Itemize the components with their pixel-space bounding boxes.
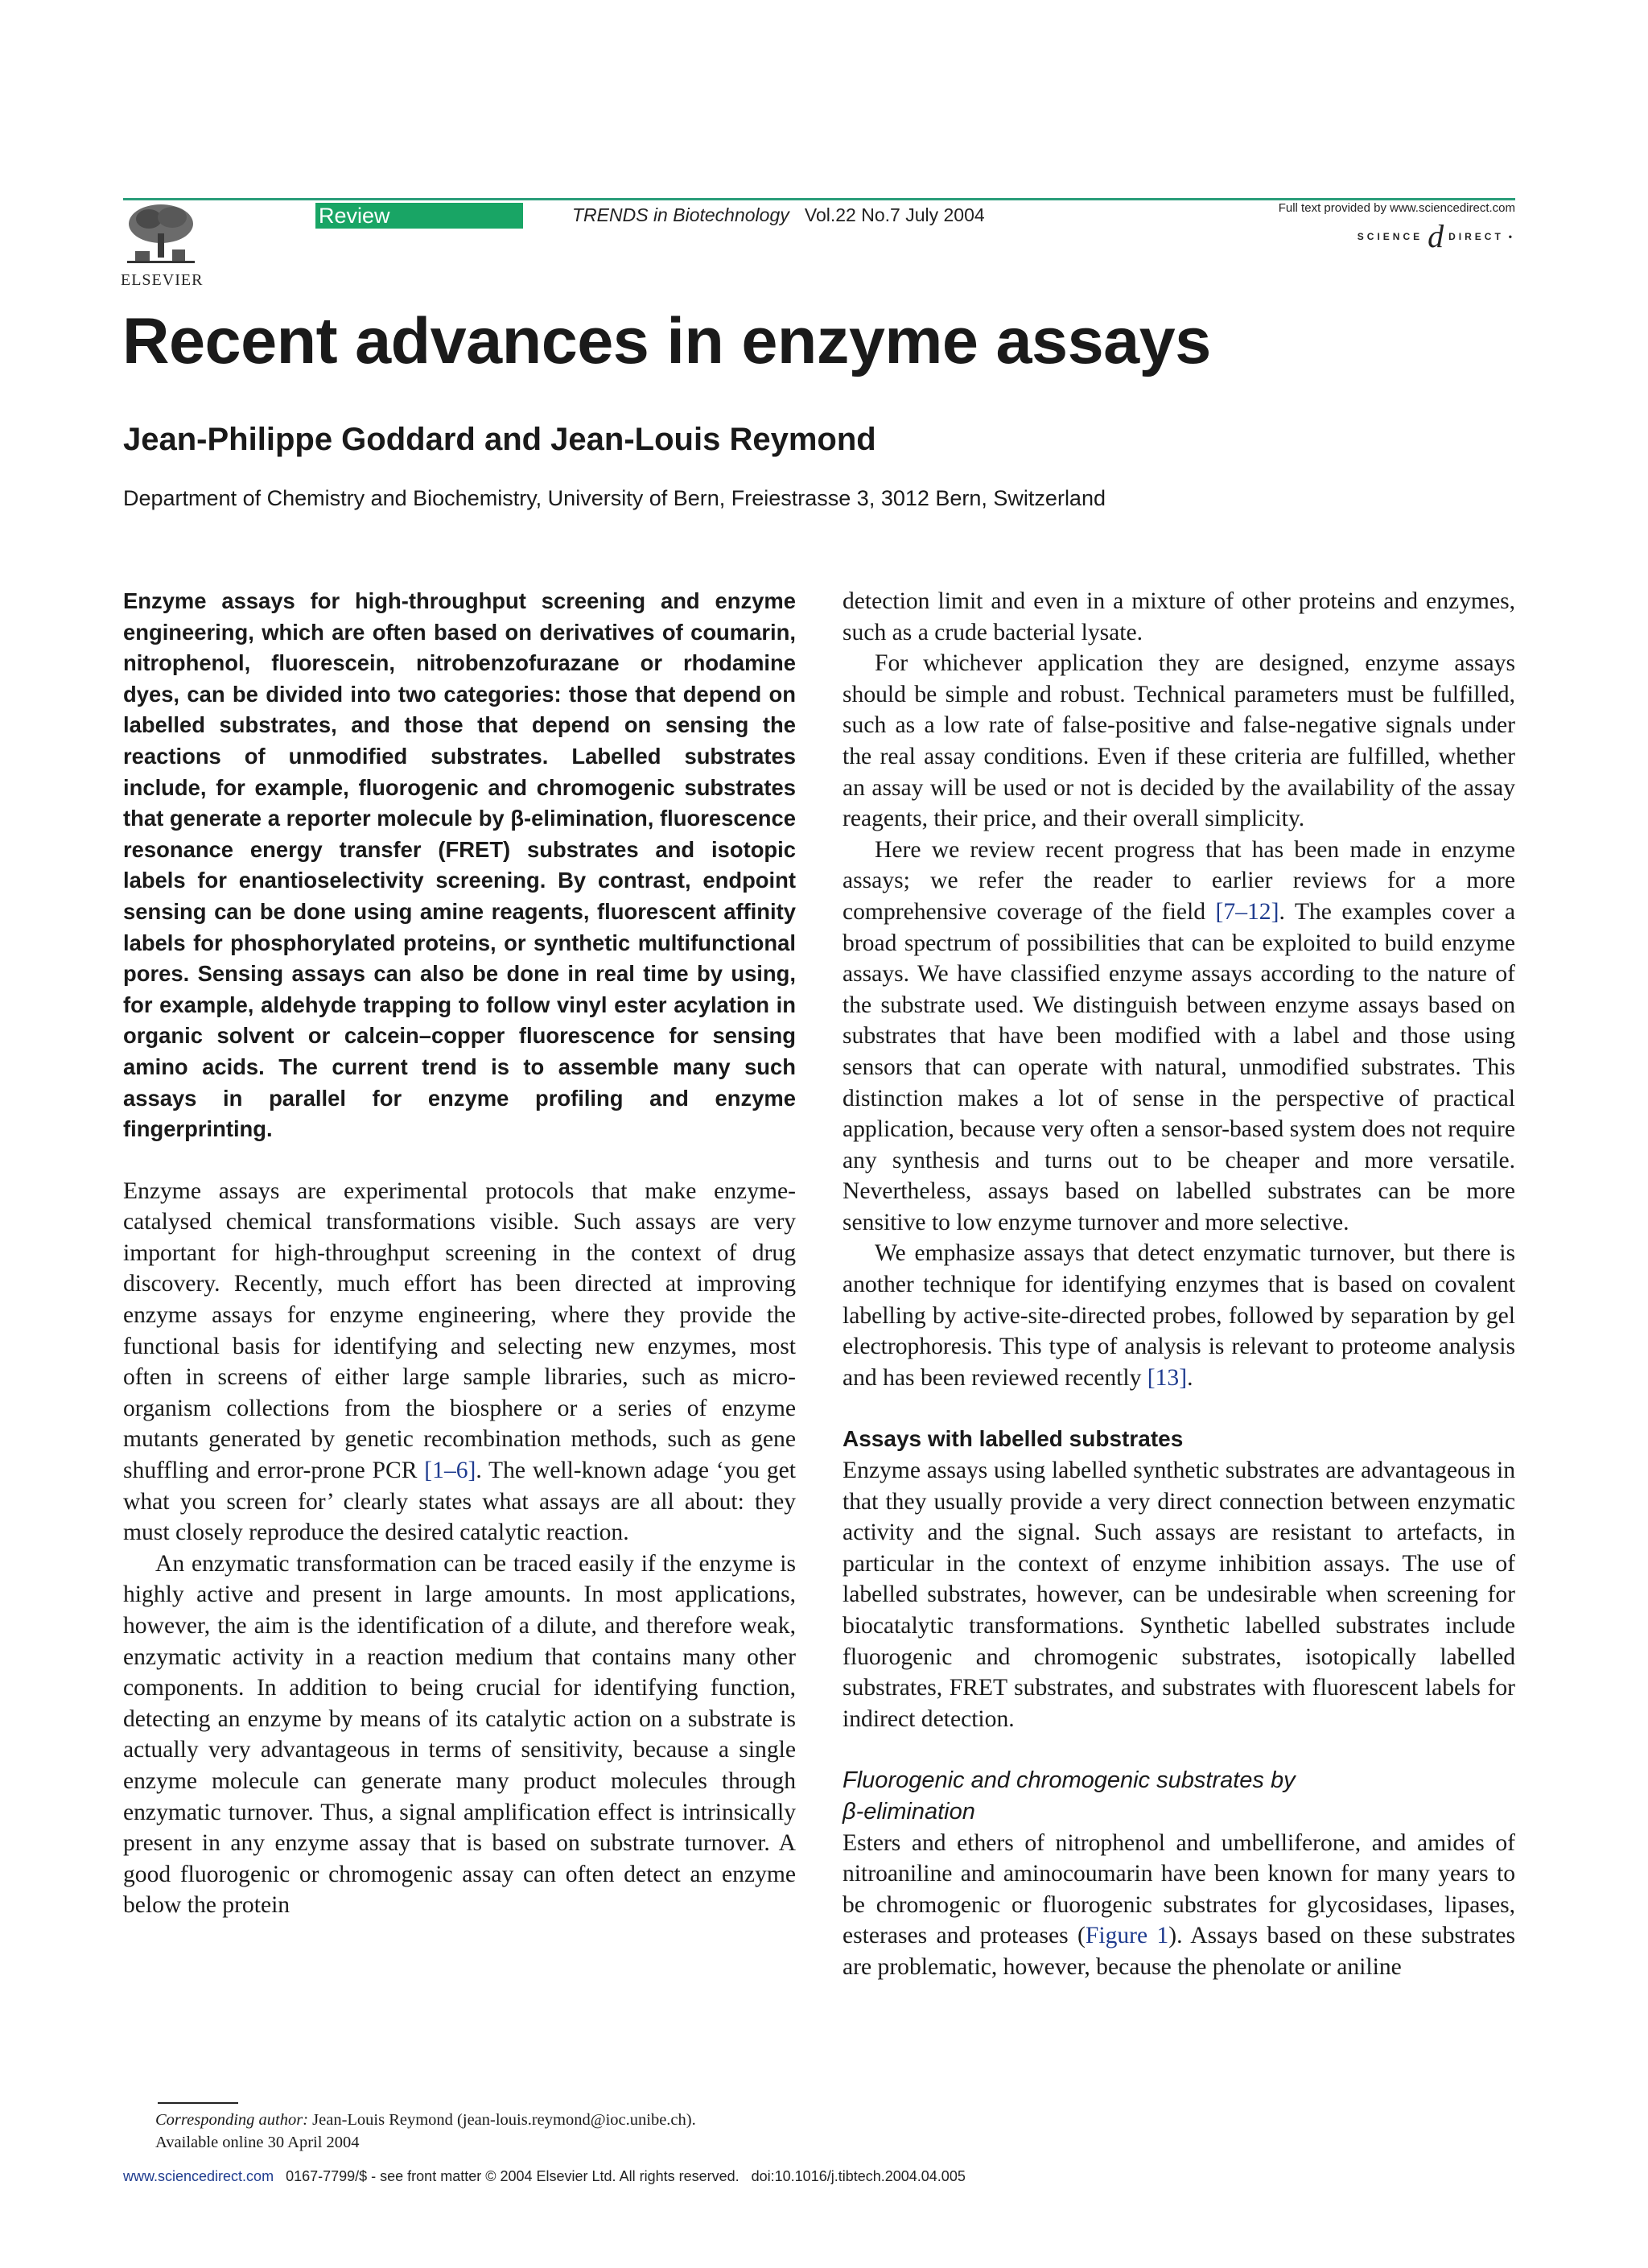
right-p3-text-a: Here we review recent progress that has been made in enzyme assays; we refer the reader to earlier reviews for a more comprehensive coverage of the field: [843, 836, 1515, 925]
right-paragraph-5: Enzyme assays using labelled synthetic substrates are advantageous in that they usually provide a very direct connection between enzymatic activity and the signal. Such assays are resistant to artefacts, in particular in the context of enzyme inhibition assays. The use of labelled substrates, however, can be undesirable when screening for biocatalytic transformations. Synthetic labelled substrates include fluorogenic and chromogenic substrates, isotopically labelled substrates, FRET substrates, and substrates with fluorescent labels for indirect detection.: [843, 1458, 1515, 1732]
abstract: Enzyme assays for high-throughput screening and enzyme engineering, which are often based on derivatives of coumarin, nitrophenol, fluorescein, nitrobenzofurazane or rhodamine dyes, can be divided into two categories: those that depend on labelled substrates, and those that depend on sensing the reactions of unmodified substrates. Labelled substrates include, for example, fluorogenic and chromogenic substrates that generate a reporter molecule by β-elimination, fluorescence resonance energy transfer (FRET) substrates and isotopic labels for enantioselectivity screening. By contrast, endpoint sensing can be done using amine reagents, fluorescent affinity labels for phosphorylated proteins, or synthetic multifunctional pores. Sensing assays can also be done in real time by using, for example, aldehyde trapping to follow vinyl ester acylation in organic solvent or calcein–copper fluorescence for sensing amino acids. The current trend is to assemble many such assays in parallel for enzyme profiling and enzyme fingerprinting.: [123, 588, 796, 1142]
right-paragraph-4: [843, 1238, 1515, 1393]
left-column: [123, 586, 796, 1921]
sd-left-word: SCIENCE: [1357, 231, 1423, 242]
right-paragraph-6: [843, 1828, 1515, 1983]
article-authors: Jean-Philippe Goddard and Jean-Louis Reymond: [123, 422, 876, 457]
corresponding-author-line: [155, 2109, 799, 2131]
bottom-line: [123, 2168, 966, 2185]
sd-mark-icon: d: [1428, 218, 1444, 254]
article-title: Recent advances in enzyme assays: [122, 305, 1211, 377]
elsevier-logo: [121, 201, 204, 290]
right-p4-text-b: .: [1187, 1364, 1193, 1391]
right-p4-text-a: We emphasize assays that detect enzymatic turnover, but there is another technique for identifying enzymes that is based on covalent labelling by active-site-directed probes, followed by separation by gel electrophoresis. This type of analysis is relevant to proteome analysis and has been reviewed recently: [843, 1240, 1515, 1391]
footnote-rule: [158, 2102, 238, 2104]
right-column: [843, 586, 1515, 1983]
right-paragraph-3: [843, 835, 1515, 1239]
sciencedirect-logo: [1357, 218, 1515, 254]
right-p3-text-b: . The examples cover a broad spectrum of possibilities that can be exploited to build enzyme assays. We have classified enzyme assays according to the nature of the substrate used. We distinguish between enzyme assays based on substrates that have been modified with a label and those using sensors that can operate with natural, unmodified substrates. This distinction makes a lot of sense in the perspective of practical application, because very often a sensor-based system does not require any synthesis and turns out to be cheaper and more versatile. Nevertheless, assays based on labelled substrates can be more sensitive to low enzyme turnover and more selective.: [843, 898, 1516, 1235]
corresponding-author-label: Corresponding author:: [155, 2111, 309, 2129]
sd-dot: •: [1508, 231, 1515, 242]
article-affiliation: Department of Chemistry and Biochemistry, University of Bern, Freiestrasse 3, 3012 Bern, Switzerland: [123, 486, 1106, 510]
subsection-heading-line-2: β-elimination: [843, 1798, 975, 1825]
fulltext-note: Full text provided by www.sciencedirect.com: [1278, 201, 1515, 215]
header-rule: [123, 198, 1515, 200]
intro-p1-text-a: Enzyme assays are experimental protocols that make enzyme-catalysed chemical transformations visible. Such assays are very important for high-throughput screening in the context of drug discovery. Recently, much effort has been directed at improving enzyme assays for enzyme engineering, where they provide the functional basis for identifying and selecting new enzymes, most often in screens of either large sample libraries, such as microorganism collections from the biosphere or a series of enzyme mutants generated by genetic recombination methods, such as gene shuffling and error-prone PCR: [123, 1177, 796, 1484]
elsevier-tree-icon: [121, 201, 201, 266]
ref-link-1-6[interactable]: [1–6]: [424, 1458, 476, 1484]
right-p6-text-a: Esters and ethers of nitrophenol and umbelliferone, and amides of nitroaniline and aminocoumarin have been known for many years to be chromogenic or fluorogenic substrates for glycosidases, lipases, esterases and proteases (: [843, 1829, 1515, 1949]
intro-p1-text-b: . The well-known adage ‘you get what you screen for’ clearly states what assays are all about: they must closely reproduce the desired catalytic reaction.: [123, 1458, 796, 1546]
journal-name: TRENDS in Biotechnology: [572, 204, 789, 225]
section-heading-labelled-substrates: Assays with labelled substrates: [843, 1426, 1184, 1452]
figure-1-link[interactable]: Figure 1: [1085, 1923, 1169, 1949]
corresponding-author-text: Jean-Louis Reymond (jean-louis.reymond@ioc.unibe.ch).: [308, 2111, 696, 2129]
footnote: [155, 2109, 799, 2154]
right-paragraph-1: detection limit and even in a mixture of other proteins and enzymes, such as a crude bacterial lysate.: [843, 588, 1515, 645]
intro-paragraph-2: An enzymatic transformation can be traced easily if the enzyme is highly active and present in large amounts. In most applications, however, the aim is the identification of a dilute, and therefore weak, enzymatic activity in a reaction medium that contains many other components. In addition to being crucial for identifying function, detecting an enzyme by means of its catalytic action on a substrate is actually very advantageous in terms of sensitivity, because a single enzyme molecule can generate many product molecules through enzymatic turnover. Thus, a signal amplification effect is intrinsically present in any enzyme assay that is based on substrate turnover. A good fluorogenic or chromogenic assay can often detect an enzyme below the protein: [123, 1550, 796, 1919]
ref-link-7-12[interactable]: [7–12]: [1215, 898, 1279, 925]
publisher-name: ELSEVIER: [121, 271, 204, 289]
journal-line: [572, 204, 985, 226]
sciencedirect-url[interactable]: www.sciencedirect.com: [123, 2168, 274, 2184]
available-online: Available online 30 April 2004: [155, 2134, 360, 2151]
intro-paragraph-1: [123, 1176, 796, 1548]
right-p6-text-b: ). Assays based on these substrates are problematic, however, because the phenolate or aniline: [843, 1923, 1515, 1980]
sd-right-word: DIRECT: [1448, 231, 1504, 242]
section-tag: Review: [315, 203, 523, 229]
copyright-doi: 0167-7799/$ - see front matter © 2004 Elsevier Ltd. All rights reserved. doi:10.1016/j.tibtech.2004.04.005: [274, 2168, 966, 2184]
right-paragraph-2: For whichever application they are designed, enzyme assays should be simple and robust. Technical parameters must be fulfilled, such as a low rate of false-positive and false-negative signals under the real assay conditions. Even if these criteria are fulfilled, whether an assay will be used or not is decided by the availability of the assay reagents, their price, and their overall simplicity.: [843, 650, 1515, 832]
ref-link-13[interactable]: [13]: [1147, 1364, 1188, 1391]
subsection-heading-line-1: Fluorogenic and chromogenic substrates by: [843, 1767, 1296, 1794]
journal-issue: Vol.22 No.7 July 2004: [804, 204, 985, 225]
